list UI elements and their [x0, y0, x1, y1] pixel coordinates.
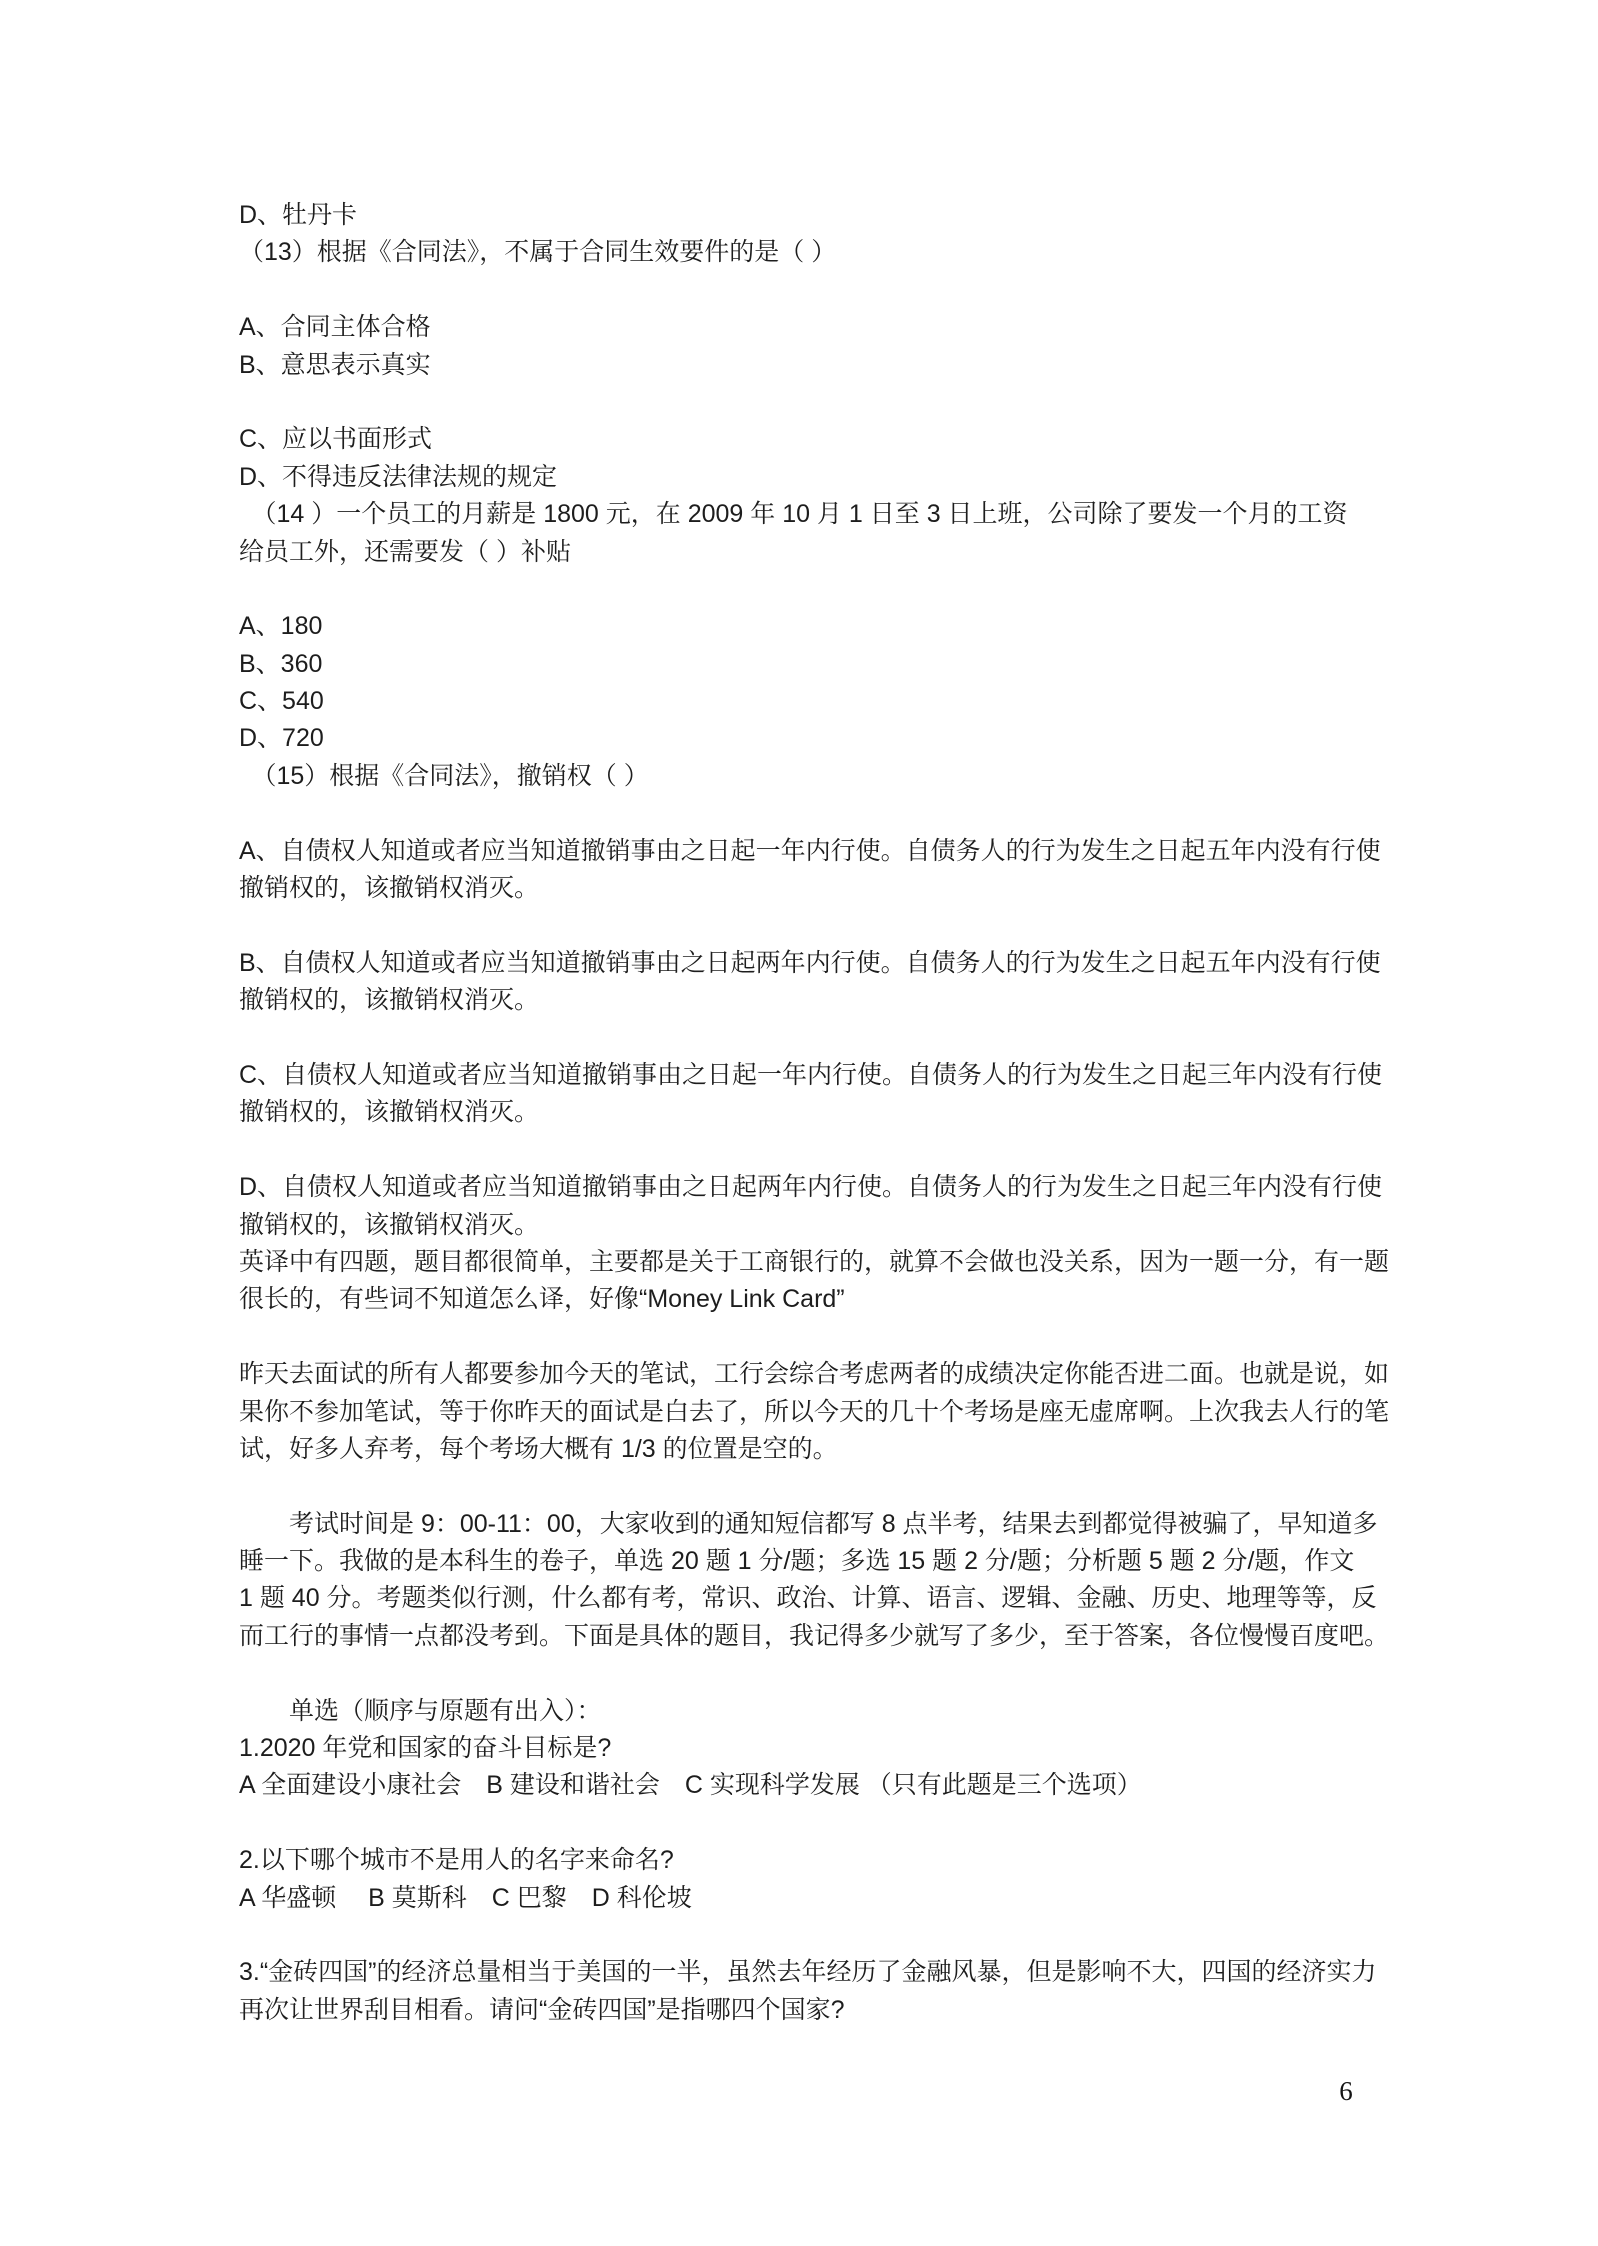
text-line: 而工行的事情一点都没考到。下面是具体的题目，我记得多少就写了多少，至于答案，各位慢慢百度吧。: [239, 1621, 1390, 1650]
document-body: [239, 197, 1434, 2029]
text-line: 英译中有四题，题目都很简单，主要都是关于工商银行的，就算不会做也没关系，因为一题一分，有一题: [239, 1247, 1390, 1276]
blank-line: [239, 795, 1434, 832]
text-line: A、180: [239, 612, 323, 641]
blank-line: [239, 1468, 1434, 1505]
blank-line: [239, 1319, 1434, 1356]
blank-line: [239, 1020, 1434, 1057]
text-line: B、意思表示真实: [239, 350, 431, 379]
text-line: D、720: [239, 724, 324, 753]
blank-line: [239, 384, 1434, 421]
text-line: A、合同主体合格: [239, 313, 431, 342]
blank-line: [239, 571, 1434, 608]
text-line: （15）根据《合同法》，撤销权（ ）: [239, 761, 649, 790]
page-number: 6: [1339, 2076, 1353, 2106]
text-line: C、应以书面形式: [239, 425, 433, 454]
blank-line: [239, 1917, 1434, 1954]
text-line: A 全面建设小康社会 B 建设和谐社会 C 实现科学发展 （只有此题是三个选项）: [239, 1771, 1142, 1800]
text-line: 2.以下哪个城市不是用人的名字来命名?: [239, 1846, 674, 1875]
text-line: 3.“金砖四国”的经济总量相当于美国的一半，虽然去年经历了金融风暴，但是影响不大，四国的经济实力: [239, 1958, 1377, 1987]
text-line: 睡一下。我做的是本科生的卷子，单选 20 题 1 分/题；多选 15 题 2 分/题；分析题 5 题 2 分/题，作文: [239, 1547, 1355, 1576]
text-line: C、540: [239, 687, 324, 716]
text-line: 试，好多人弃考，每个考场大概有 1/3 的位置是空的。: [239, 1434, 838, 1463]
blank-line: [239, 272, 1434, 309]
text-line: 给员工外，还需要发（ ）补贴: [239, 537, 571, 566]
text-line: B、360: [239, 649, 323, 678]
blank-line: [239, 1655, 1434, 1692]
text-line: 撤销权的，该撤销权消灭。: [239, 986, 540, 1015]
text-line: 很长的，有些词不知道怎么译，好像“Money Link Card”: [239, 1285, 845, 1314]
text-line: （13）根据《合同法》，不属于合同生效要件的是（ ）: [239, 238, 837, 267]
text-line: 撤销权的，该撤销权消灭。: [239, 1098, 540, 1127]
text-line: C、自债权人知道或者应当知道撤销事由之日起一年内行使。自债务人的行为发生之日起三年内没有行使: [239, 1060, 1383, 1089]
text-line: 1.2020 年党和国家的奋斗目标是?: [239, 1734, 612, 1763]
text-line: A、自债权人知道或者应当知道撤销事由之日起一年内行使。自债务人的行为发生之日起五年内没有行使: [239, 836, 1381, 865]
text-line: D、牡丹卡: [239, 201, 358, 229]
text-line: （14 ）一个员工的月薪是 1800 元，在 2009 年 10 月 1 日至 3 日上班，公司除了要发一个月的工资: [239, 500, 1348, 529]
text-line: 昨天去面试的所有人都要参加今天的笔试，工行会综合考虑两者的成绩决定你能否进二面。也就是说，如: [239, 1360, 1390, 1389]
text-line: 再次让世界刮目相看。请问“金砖四国”是指哪四个国家?: [239, 1995, 845, 2024]
text-line: 单选（顺序与原题有出入）：: [239, 1696, 602, 1725]
text-line: A 华盛顿 B 莫斯科 C 巴黎 D 科伦坡: [239, 1883, 692, 1912]
blank-line: [239, 1805, 1434, 1842]
blank-line: [239, 907, 1434, 944]
text-line: 果你不参加笔试，等于你昨天的面试是白去了，所以今天的几十个考场是座无虚席啊。上次我去人行的笔: [239, 1397, 1390, 1426]
text-line: D、自债权人知道或者应当知道撤销事由之日起两年内行使。自债务人的行为发生之日起三年内没有行使: [239, 1173, 1383, 1202]
text-line: 1 题 40 分。考题类似行测，什么都有考，常识、政治、计算、语言、逻辑、金融、历史、地理等等，反: [239, 1584, 1377, 1613]
text-line: D、不得违反法律法规的规定: [239, 462, 558, 491]
blank-line: [239, 1132, 1434, 1169]
text-line: 考试时间是 9：00-11：00，大家收到的通知短信都写 8 点半考，结果去到都觉得被骗了，早知道多: [239, 1509, 1378, 1538]
text-line: 撤销权的，该撤销权消灭。: [239, 874, 540, 903]
text-line: 撤销权的，该撤销权消灭。: [239, 1210, 540, 1239]
text-line: B、自债权人知道或者应当知道撤销事由之日起两年内行使。自债务人的行为发生之日起五年内没有行使: [239, 948, 1381, 977]
